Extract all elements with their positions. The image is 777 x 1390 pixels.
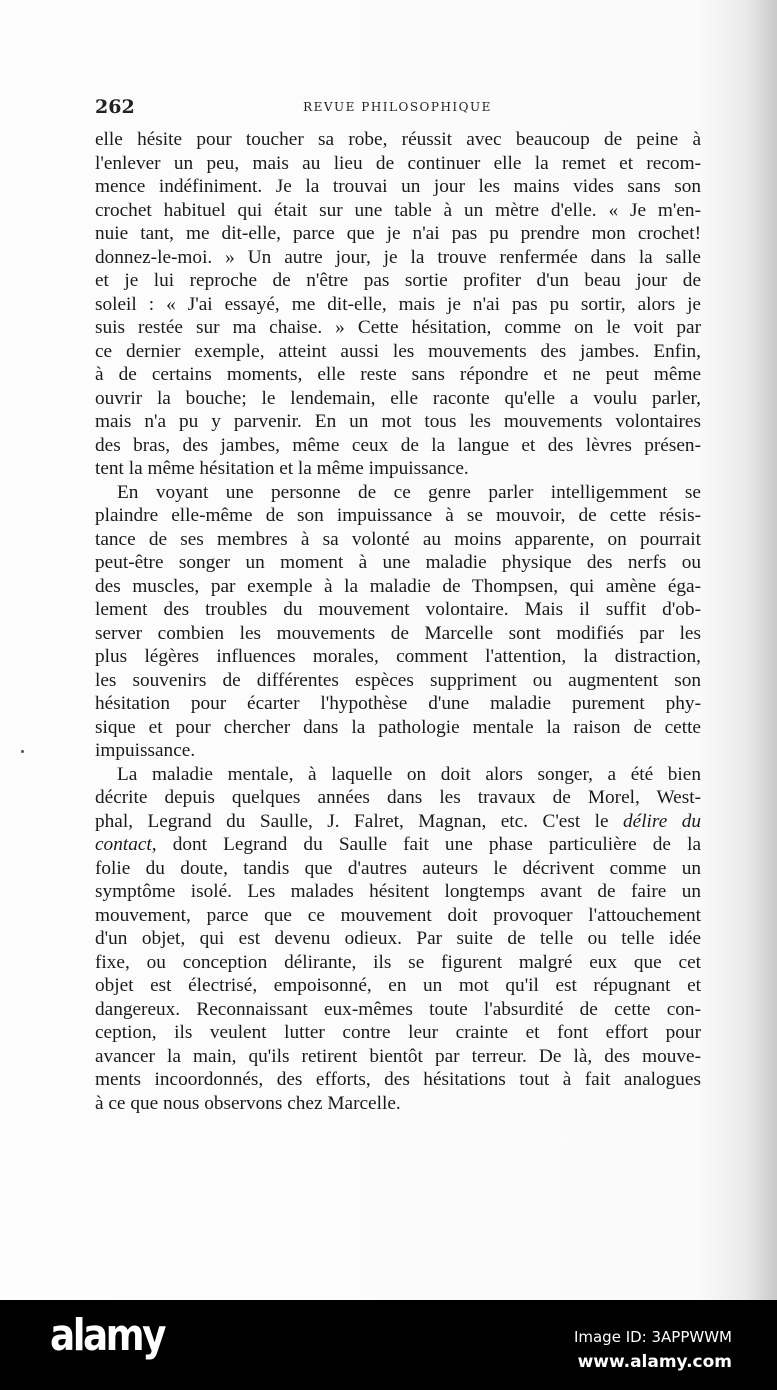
text-line: décrite depuis quelques années dans les travaux de Morel, West- [95,787,701,808]
page-number: 262 [95,96,135,118]
text-line: mence indéfiniment. Je la trouvai un jour les mains vides sans son [95,176,701,197]
text-line: dangereux. Reconnaissant eux-mêmes toute l'absurdité de cette con- [95,998,701,1020]
text-line: ments incoordonnés, des efforts, des hésitations tout à fait analogues [95,1069,701,1090]
alamy-logo: alamy [50,1310,164,1361]
paragraph [95,128,701,481]
text-line: lement des troubles du mouvement volontaire. Mais il suffit d'ob- [95,599,701,620]
text-line: La maladie mentale, à laquelle on doit alors songer, a été bien [117,763,701,785]
text-line: suis restée sur ma chaise. » Cette hésitation, comme on le voit par [95,317,701,338]
text-line: et je lui reproche de n'être pas sortie profiter d'un beau jour de [95,270,701,291]
text-line: à de certains moments, elle reste sans répondre et ne peut même [95,364,701,385]
text-line: soleil : « J'ai essayé, me dit-elle, mais je n'ai pas pu sortir, alors je [95,293,701,315]
text-line: donnez-le-moi. » Un autre jour, je la trouve renfermée dans la salle [95,246,701,268]
text-line: crochet habituel qui était sur une table à un mètre d'elle. « Je m'en- [95,199,701,221]
text-line: tance de ses membres à sa volonté au moins apparente, on pourrait [95,528,701,550]
text-line: ce dernier exemple, atteint aussi les mouvements des jambes. Enfin, [95,340,701,362]
text-line: symptôme isolé. Les malades hésitent longtemps avant de faire un [95,881,701,902]
text-line: ouvrir la bouche; le lendemain, elle raconte qu'elle a voulu parler, [95,387,701,409]
running-title: REVUE PHILOSOPHIQUE [303,100,492,114]
watermark-bar [0,1300,777,1390]
text-line: nuie tant, me dit-elle, parce que je n'ai pas pu prendre mon crochet! [95,223,701,244]
body-text [95,128,701,1115]
text-line: l'enlever un peu, mais au lieu de continuer elle la remet et recom- [95,152,701,174]
text-line: elle hésite pour toucher sa robe, réussit avec beaucoup de peine à [95,129,701,150]
text-line: hésitation pour écarter l'hypothèse d'une maladie purement phy- [95,693,701,714]
text-line: avancer la main, qu'ils retirent bientôt par terreur. De là, des mouve- [95,1045,701,1067]
text-line: server combien les mouvements de Marcelle sont modifiés par les [95,622,701,644]
text-line: contact, dont Legrand du Saulle fait une phase particulière de la [95,834,701,855]
text-line: phal, Legrand du Saulle, J. Falret, Magnan, etc. C'est le délire du [95,810,701,832]
text-line: des muscles, par exemple à la maladie de Thompsen, qui amène éga- [95,575,701,597]
text-line: d'un objet, qui est devenu odieux. Par suite de telle ou telle idée [95,928,701,949]
text-line: à ce que nous observons chez Marcelle. [95,1092,401,1114]
text-line: plus légères influences morales, comment l'attention, la distraction, [95,646,701,667]
text-line: des bras, des jambes, même ceux de la langue et des lèvres présen- [95,434,701,456]
text-line: ception, ils veulent lutter contre leur crainte et font effort pour [95,1022,701,1043]
text-line: fixe, ou conception délirante, ils se figurent malgré eux que cet [95,951,701,973]
text-line: mouvement, parce que ce mouvement doit provoquer l'attouchement [95,904,701,926]
text-line: folie du doute, tandis que d'autres auteurs le décrivent comme un [95,857,701,879]
scan-speck [21,750,24,753]
site-url: www.alamy.com [577,1352,732,1372]
text-line: En voyant une personne de ce genre parler intelligemment se [117,481,701,503]
paragraph [95,763,701,1116]
image-id: Image ID: 3APPWWM [573,1328,732,1346]
text-line: objet est électrisé, empoisonné, en un mot qu'il est répugnant et [95,975,701,996]
text-line: plaindre elle-même de son impuissance à se mouvoir, de cette résis- [95,505,701,526]
text-line: mais n'a pu y parvenir. En un mot tous les mouvements volontaires [95,411,701,432]
page-header [95,96,700,120]
text-line: tent la même hésitation et la même impuissance. [95,458,469,479]
text-line: impuissance. [95,740,196,761]
paragraph [95,481,701,763]
text-line: peut-être songer un moment à une maladie physique des nerfs ou [95,552,701,573]
text-line: sique et pour chercher dans la pathologie mentale la raison de cette [95,716,701,738]
text-line: les souvenirs de différentes espèces suppriment ou augmentent son [95,669,701,691]
